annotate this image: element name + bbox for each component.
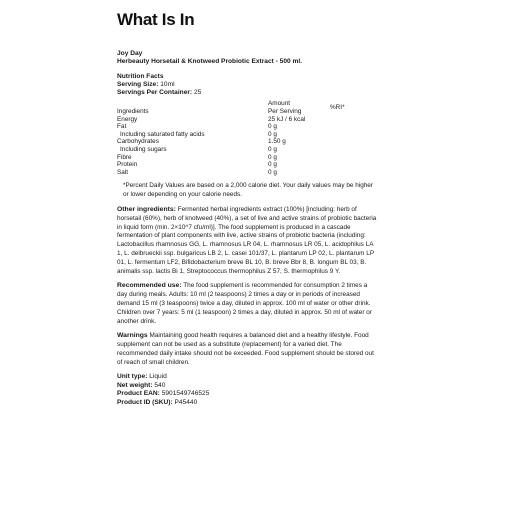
- product-meta: [117, 373, 377, 407]
- row-name: Including saturated fatty acids: [120, 130, 205, 138]
- sku-label: Product ID (SKU):: [117, 398, 173, 406]
- row-amount: 25 kJ / 6 kcal: [268, 115, 306, 123]
- other-ingredients-text: Fermented herbal ingredients extract (100%) [including: herb of horsetail (60%), herb of knotweed (40%), a set of live and active strains of probiotic bacteria in liquid form (min. 2×10^7 cfu/ml)]. The food supplement is produced in a cascade fermentation of plant components with live, active strains of probiotic bacteria (including: Lactobacillus rhamnosus GG, L. rhamnosus LR 04, L. rhamnosus LR 05, L. acidophilus LA 1, L. delbrueckii ssp. bulgaricus LB 2, L. casei 101/37, L. plantarum LP 02, L. plantarum LP 01, L. fermentum LF2, Bifidobacterium breve BL 10, B. breve Bbr 8, B. longum BL 03, B. animalis ssp. lactis Bi 1, Streptococcus thermophilus Z 57, S. thermophilus 9 Y.: [117, 205, 377, 275]
- ean-value: 5901549746525: [161, 390, 210, 398]
- unit-type: [117, 373, 377, 381]
- table-row: [117, 161, 370, 169]
- row-amount: 1.50 g: [268, 138, 286, 146]
- nutrition-facts-heading: Nutrition Facts: [117, 73, 164, 80]
- row-amount: 0 g: [268, 145, 277, 153]
- table-row: [117, 146, 370, 154]
- table-header-row: [117, 100, 370, 116]
- table-row: [117, 131, 370, 139]
- row-name: Salt: [117, 168, 129, 176]
- servings-label: Servings Per Container:: [117, 89, 193, 96]
- table-row: [117, 169, 370, 177]
- nutrition-table: [117, 100, 370, 176]
- unit-type-label: Unit type:: [117, 373, 148, 381]
- header-amount-line1: Amount: [268, 100, 291, 107]
- row-ri: [330, 138, 370, 146]
- servings-per-container: [117, 89, 377, 97]
- row-amount: 0 g: [268, 123, 277, 131]
- recommended-use: [117, 282, 379, 326]
- row-ri: [330, 169, 370, 177]
- warnings-label: Warnings: [117, 332, 148, 340]
- recommended-use-text: The food supplement is recommended for consumption 2 times a day during meals. Adults: 10 ml (2 teaspoons) 2 times a day or in periods of increased demand 15 ml (3 teaspoons) twice a day, diluted in approx. 100 ml of water or other drink. Children over 7 years: 5 ml (1 teaspoon) 2 times a day, diluted in approx. 50 ml of water or another drink.: [117, 282, 372, 325]
- product-ean: [117, 390, 377, 398]
- row-ri: [330, 131, 370, 139]
- header-amount: [268, 100, 330, 116]
- header-amount-line2: Per Serving: [268, 107, 302, 115]
- table-row: [117, 123, 370, 131]
- unit-type-value: Liquid: [149, 373, 167, 381]
- row-name: Fat: [117, 123, 127, 131]
- page-title: What Is In: [117, 10, 195, 29]
- recommended-use-label: Recommended use:: [117, 282, 182, 290]
- product-sku: [117, 399, 377, 407]
- net-weight-value: 540: [154, 381, 166, 389]
- row-ri: [330, 154, 370, 162]
- row-ri: [330, 161, 370, 169]
- row-amount: 0 g: [268, 153, 277, 161]
- sku-value: P45440: [174, 398, 198, 406]
- nutrition-rows: [117, 116, 370, 177]
- other-ingredients: [117, 206, 379, 276]
- warnings: [117, 332, 379, 367]
- table-row: [117, 116, 370, 124]
- servings-value: 25: [193, 89, 202, 96]
- serving-size-label: Serving Size:: [117, 81, 159, 88]
- row-ri: [330, 116, 370, 124]
- row-name: Energy: [117, 115, 138, 123]
- table-row: [117, 138, 370, 146]
- brand-name: Joy Day: [117, 50, 143, 57]
- ean-label: Product EAN:: [117, 390, 160, 398]
- serving-size: [117, 81, 377, 89]
- row-amount: 0 g: [268, 168, 277, 176]
- nutrition-facts: [117, 73, 377, 97]
- warnings-text: Maintaining good health requires a balanced diet and a healthy lifestyle. Food supplement can not be used as a substitute (replacement) for a varied diet. The recommended daily intake should not be exceeded. Food supplement should be stored out of reach of small children.: [117, 332, 374, 366]
- daily-values-note: *Percent Daily Values are based on a 2,000 calorie diet. Your daily values may be higher or lower depending on your calorie needs.: [123, 182, 373, 199]
- row-name: Carbohydrates: [117, 138, 159, 146]
- row-amount: 0 g: [268, 161, 277, 169]
- product-info: [117, 10, 377, 407]
- row-ri: [330, 146, 370, 154]
- row-name: Protein: [117, 161, 138, 169]
- other-ingredients-label: Other ingredients:: [117, 205, 176, 213]
- row-amount: 0 g: [268, 130, 277, 138]
- net-weight-label: Net weight:: [117, 381, 153, 389]
- net-weight: [117, 382, 377, 390]
- row-name: Fibre: [117, 153, 132, 161]
- product-name: Herbeauty Horsetail & Knotweed Probiotic Extract - 500 ml.: [117, 58, 303, 65]
- row-name: Including sugars: [120, 145, 167, 153]
- serving-size-value: 10ml: [160, 81, 175, 88]
- header-ri: %RI*: [330, 104, 345, 111]
- header-ingredients: Ingredients: [117, 108, 149, 115]
- table-row: [117, 154, 370, 162]
- row-ri: [330, 123, 370, 131]
